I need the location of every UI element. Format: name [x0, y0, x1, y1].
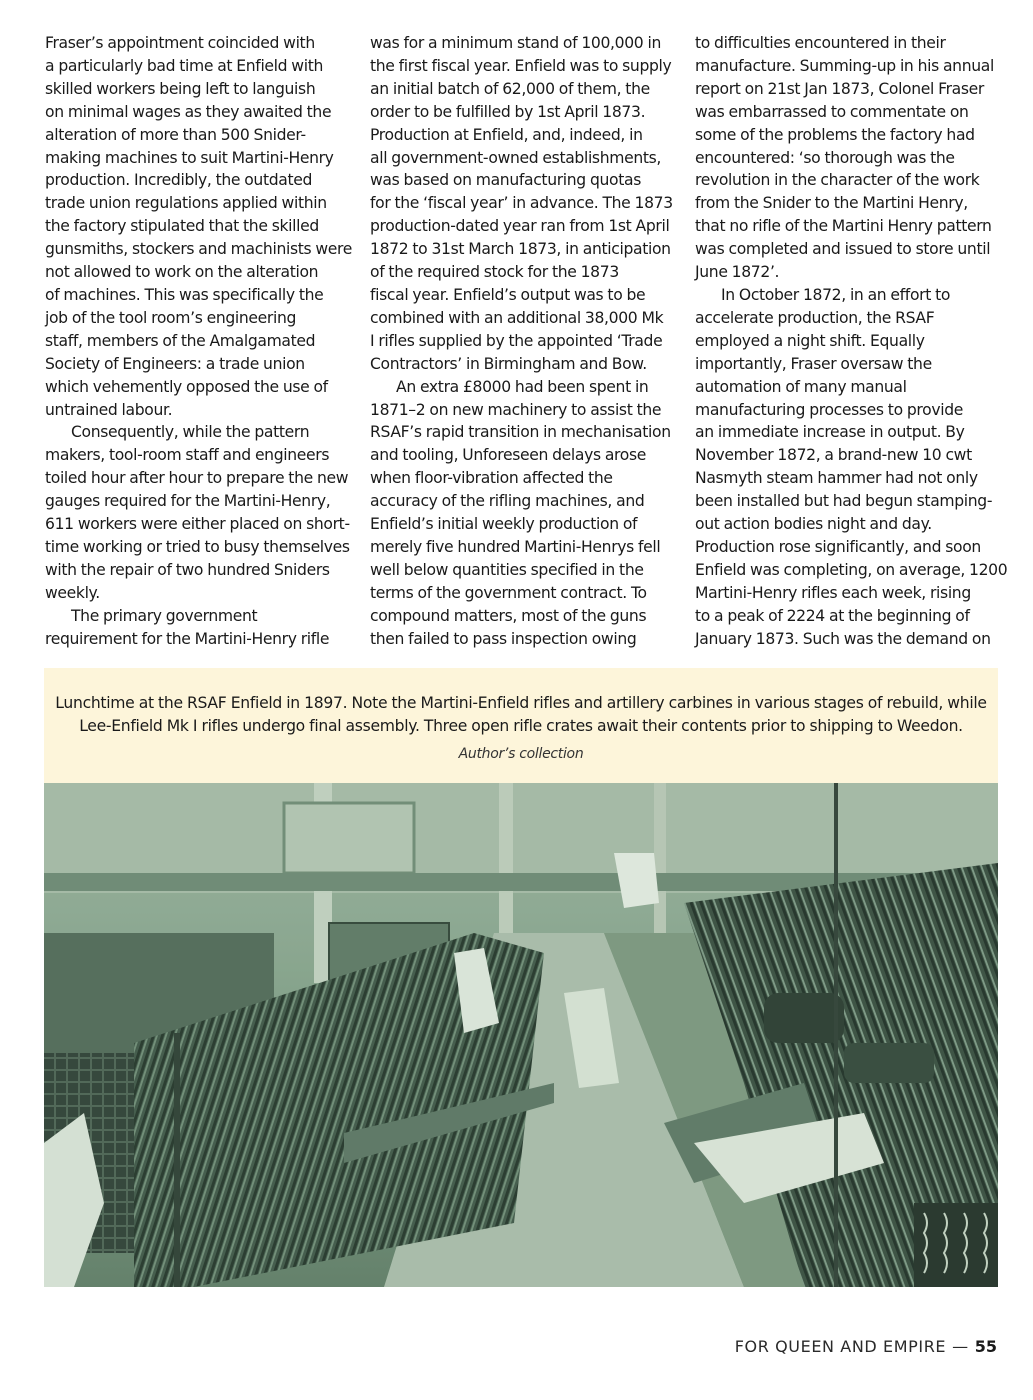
- page-footer: [735, 1337, 997, 1356]
- text-line: June 1872’.: [695, 263, 780, 282]
- text-line: skilled workers being left to languish: [45, 79, 316, 98]
- text-line: an immediate increase in output. By: [695, 423, 965, 442]
- text-line: production. Incredibly, the outdated: [45, 171, 313, 190]
- figure-caption-box: [44, 668, 998, 783]
- text-line: was for a minimum stand of 100,000 in: [370, 34, 661, 52]
- text-line: not allowed to work on the alteration: [45, 263, 319, 282]
- footer-separator: —: [952, 1337, 969, 1356]
- text-line: alteration of more than 500 Snider-: [45, 125, 306, 144]
- text-line: January 1873. Such was the demand on: [695, 629, 991, 648]
- text-line: which vehemently opposed the use of: [45, 377, 328, 396]
- text-line: was completed and issued to store until: [695, 240, 991, 259]
- text-line: An extra £8000 had been spent in: [396, 377, 649, 396]
- text-line: gauges required for the Martini-Henry,: [45, 492, 331, 511]
- text-line: to difficulties encountered in their: [695, 34, 946, 52]
- text-line: gunsmiths, stockers and machinists were: [45, 240, 352, 259]
- text-line: Enfield was completing, on average, 1200: [695, 560, 1008, 579]
- text-line: weekly.: [45, 583, 100, 602]
- text-line: trade union regulations applied within: [45, 194, 327, 213]
- text-line: of machines. This was specifically the: [45, 285, 324, 304]
- text-line: automation of many manual: [695, 377, 907, 396]
- text-line: was embarrassed to commentate on: [695, 102, 969, 121]
- text-line: Contractors’ in Birmingham and Bow.: [370, 354, 647, 373]
- text-column-1: [45, 32, 355, 650]
- text-line: compound matters, most of the guns: [370, 606, 647, 625]
- paragraph: [370, 376, 680, 651]
- text-line: with the repair of two hundred Sniders: [45, 560, 330, 579]
- photo-illustration: [44, 783, 998, 1287]
- text-line: 611 workers were either placed on short-: [45, 515, 350, 534]
- text-line: from the Snider to the Martini Henry,: [695, 194, 968, 213]
- text-line: staff, members of the Amalgamated: [45, 331, 316, 350]
- factory-photograph: [44, 783, 998, 1287]
- text-line: report on 21st Jan 1873, Colonel Fraser: [695, 79, 984, 98]
- text-line: the factory stipulated that the skilled: [45, 217, 319, 236]
- text-line: 1871–2 on new machinery to assist the: [370, 400, 662, 419]
- paragraph: [370, 32, 680, 376]
- figure-caption: [44, 692, 998, 738]
- text-line: well below quantities specified in the: [370, 560, 644, 579]
- text-line: fiscal year. Enfield’s output was to be: [370, 285, 646, 304]
- text-line: manufacturing processes to provide: [695, 400, 963, 419]
- text-line: of the required stock for the 1873: [370, 263, 619, 282]
- text-line: job of the tool room’s engineering: [45, 308, 297, 327]
- text-line: requirement for the Martini-Henry rifle: [45, 629, 330, 648]
- text-line: some of the problems the factory had: [695, 125, 975, 144]
- text-line: merely five hundred Martini-Henrys fell: [370, 537, 661, 556]
- text-line: and tooling, Unforeseen delays arose: [370, 446, 646, 465]
- text-line: Consequently, while the pattern: [71, 423, 310, 442]
- text-line: untrained labour.: [45, 400, 173, 419]
- text-line: out action bodies night and day.: [695, 515, 932, 534]
- text-line: revolution in the character of the work: [695, 171, 980, 190]
- text-line: Nasmyth steam hammer had not only: [695, 469, 978, 488]
- text-line: Fraser’s appointment coincided with: [45, 34, 315, 52]
- text-line: production-dated year ran from 1st April: [370, 217, 670, 236]
- text-line: an initial batch of 62,000 of them, the: [370, 79, 650, 98]
- text-line: order to be fulfilled by 1st April 1873.: [370, 102, 646, 121]
- text-line: that no rifle of the Martini Henry pattern: [695, 217, 992, 236]
- text-line: accuracy of the rifling machines, and: [370, 492, 645, 511]
- text-line: importantly, Fraser oversaw the: [695, 354, 932, 373]
- text-line: Enfield’s initial weekly production of: [370, 515, 638, 534]
- text-line: RSAF’s rapid transition in mechanisation: [370, 423, 671, 442]
- text-line: combined with an additional 38,000 Mk: [370, 308, 664, 327]
- caption-line: Lunchtime at the RSAF Enfield in 1897. Note the Martini-Enfield rifles and artillery carbines in various stages of rebuild, while: [55, 694, 987, 712]
- text-line: manufacture. Summing-up in his annual: [695, 56, 994, 75]
- text-line: been installed but had begun stamping-: [695, 492, 993, 511]
- text-line: I rifles supplied by the appointed ‘Trade: [370, 331, 663, 350]
- text-line: employed a night shift. Equally: [695, 331, 925, 350]
- text-line: encountered: ‘so thorough was the: [695, 148, 955, 167]
- text-line: The primary government: [71, 606, 258, 625]
- text-line: to a peak of 2224 at the beginning of: [695, 606, 970, 625]
- text-line: on minimal wages as they awaited the: [45, 102, 332, 121]
- photo-credit: Author’s collection: [458, 746, 584, 762]
- text-column-2: [370, 32, 680, 650]
- text-line: was based on manufacturing quotas: [370, 171, 641, 190]
- text-line: makers, tool-room staff and engineers: [45, 446, 330, 465]
- paragraph: [695, 32, 1005, 284]
- text-line: Production rose significantly, and soon: [695, 537, 981, 556]
- text-line: for the ‘fiscal year’ in advance. The 1873: [370, 194, 673, 213]
- text-line: accelerate production, the RSAF: [695, 308, 935, 327]
- text-line: Society of Engineers: a trade union: [45, 354, 305, 373]
- text-line: then failed to pass inspection owing: [370, 629, 637, 648]
- text-line: November 1872, a brand-new 10 cwt: [695, 446, 972, 465]
- text-line: 1872 to 31st March 1873, in anticipation: [370, 240, 671, 259]
- text-line: a particularly bad time at Enfield with: [45, 56, 323, 75]
- text-line: In October 1872, in an effort to: [721, 285, 951, 304]
- text-line: Martini-Henry rifles each week, rising: [695, 583, 971, 602]
- running-title: FOR QUEEN AND EMPIRE: [734, 1337, 947, 1356]
- text-line: when floor-vibration affected the: [370, 469, 613, 488]
- caption-line: Lee-Enfield Mk I rifles undergo final assembly. Three open rifle crates await their contents prior to shipping to Weedon.: [79, 717, 963, 735]
- text-line: time working or tried to busy themselves: [45, 537, 350, 556]
- text-line: making machines to suit Martini-Henry: [45, 148, 334, 167]
- paragraph: [45, 421, 355, 604]
- text-line: all government-owned establishments,: [370, 148, 662, 167]
- paragraph: [695, 284, 1008, 651]
- text-line: terms of the government contract. To: [370, 583, 647, 602]
- paragraph: [45, 32, 355, 421]
- page-number: 55: [974, 1337, 997, 1356]
- text-line: Production at Enfield, and, indeed, in: [370, 125, 643, 144]
- text-line: toiled hour after hour to prepare the new: [45, 469, 349, 488]
- text-column-3: [695, 32, 1008, 650]
- paragraph: [45, 605, 355, 651]
- text-line: the first fiscal year. Enfield was to supply: [370, 56, 672, 75]
